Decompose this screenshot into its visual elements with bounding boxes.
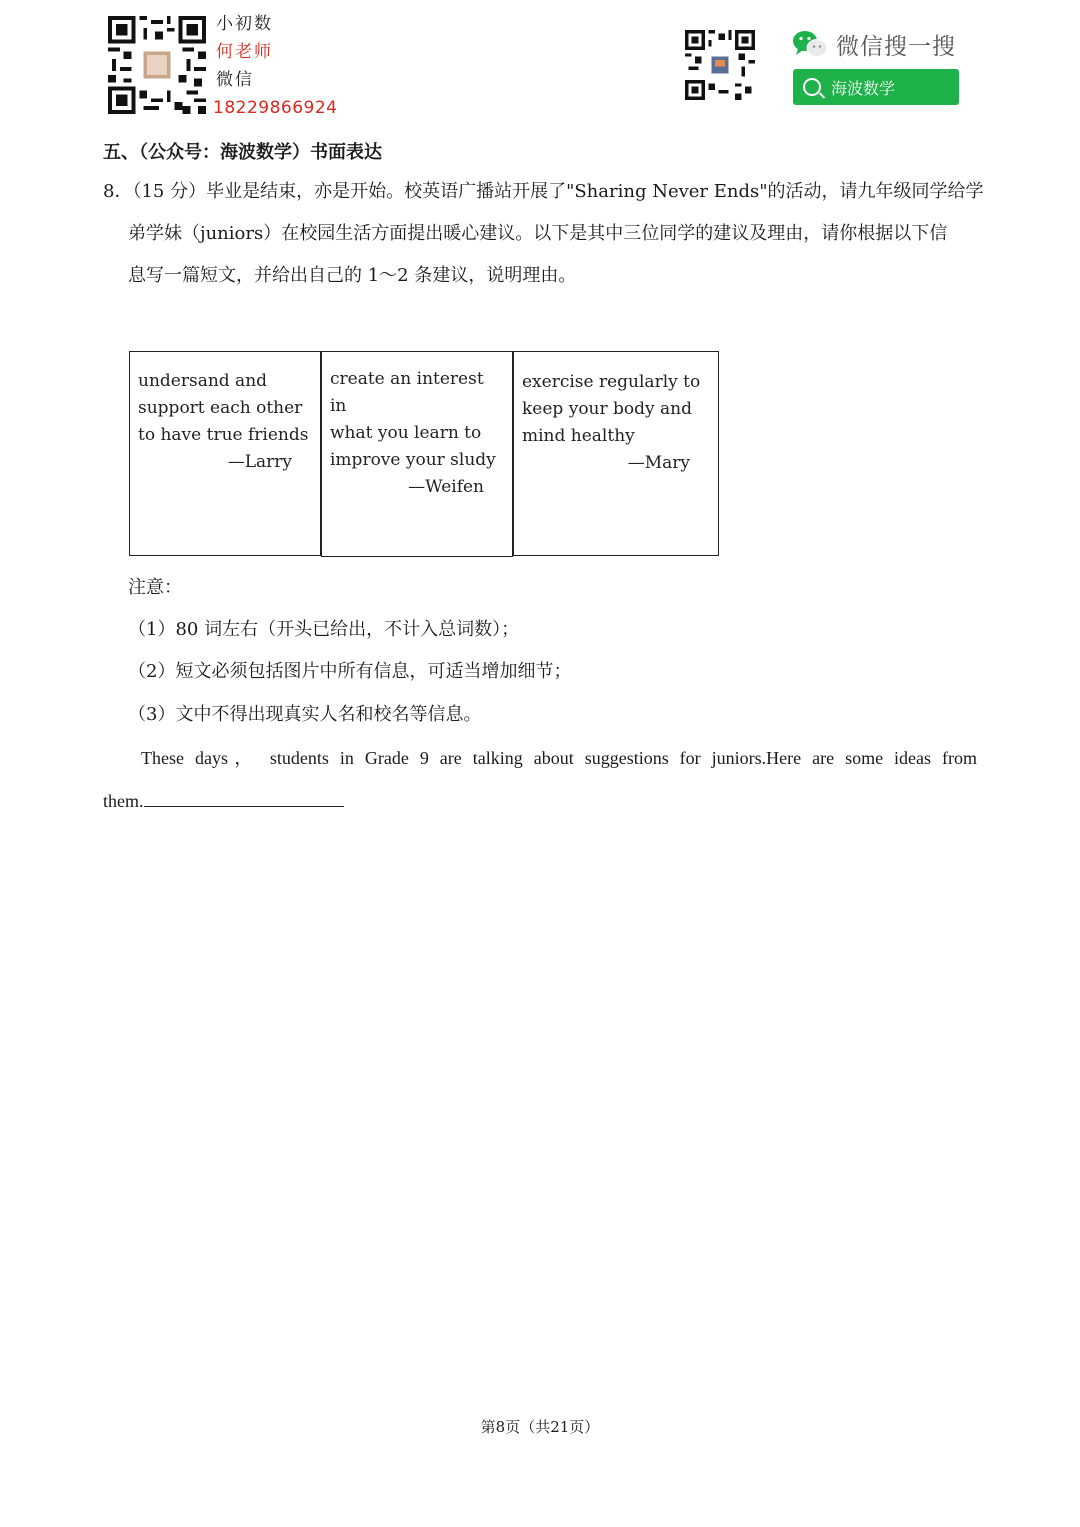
card-text-line: to have true friends — [138, 425, 309, 445]
question-line-3: 息写一篇短文，并给出自己的 1～2 条建议，说明理由。 — [128, 265, 577, 286]
card-text-line: improve your sludy — [330, 450, 496, 470]
card-text-line: support each other — [138, 398, 303, 418]
card-text-line: mind healthy — [522, 426, 635, 446]
opening-line-2: them. — [103, 791, 144, 811]
card-text-line: what you learn to — [330, 423, 482, 443]
card-text-line: keep your body and — [522, 399, 692, 419]
card-author: —Larry — [227, 452, 292, 472]
card-author: —Weifen — [408, 477, 484, 497]
suggestion-card-mary — [513, 351, 719, 556]
wechat-search-text: 海波数学 — [831, 78, 896, 98]
suggestion-card-larry — [129, 351, 321, 556]
contact-name-line: 小初数 — [216, 14, 273, 34]
wechat-search-button[interactable] — [793, 69, 959, 105]
notes-title: 注意： — [128, 577, 182, 598]
search-icon — [803, 78, 821, 96]
page-number: 第8页（共21页） — [480, 1418, 600, 1436]
contact-teacher-line: 何老师 — [216, 42, 273, 62]
card-author: —Mary — [627, 453, 690, 473]
question-line-2: 弟学妹（juniors）在校园生活方面提出暖心建议。以下是其中三位同学的建议及理由，请你根据以下信 — [128, 223, 948, 244]
note-item: （2）短文必须包括图片中所有信息，可适当增加细节； — [128, 661, 572, 682]
contact-wechat-line: 微信 — [216, 70, 254, 90]
opening-line-1: These days， students in Grade 9 are talking about suggestions for juniors.Here are some ideas from — [141, 748, 977, 768]
card-text-line: undersand and — [138, 371, 268, 391]
section-title: 五、（公众号：海波数学）书面表达 — [103, 142, 382, 163]
question-line-1: 8．（15 分）毕业是结束，亦是开始。校英语广播站开展了"Sharing Never Ends"的活动，请九年级同学给学 — [103, 181, 984, 202]
suggestion-card-weifen — [321, 351, 513, 557]
wechat-logo-icon — [792, 29, 828, 59]
card-text-line: create an interest in — [330, 369, 484, 416]
opening-line-2-wrap — [103, 780, 344, 822]
wechat-search-brand: 微信搜一搜 — [836, 34, 956, 60]
qr-code-wechat[interactable] — [685, 30, 755, 100]
qr-code-contact[interactable] — [108, 16, 206, 114]
note-item: （3）文中不得出现真实人名和校名等信息。 — [128, 704, 482, 725]
card-text-line: exercise regularly to — [522, 372, 701, 392]
contact-phone: 18229866924 — [213, 98, 338, 118]
answer-blank[interactable] — [144, 788, 344, 807]
note-item: （1）80 词左右（开头已给出，不计入总词数）； — [128, 619, 520, 640]
